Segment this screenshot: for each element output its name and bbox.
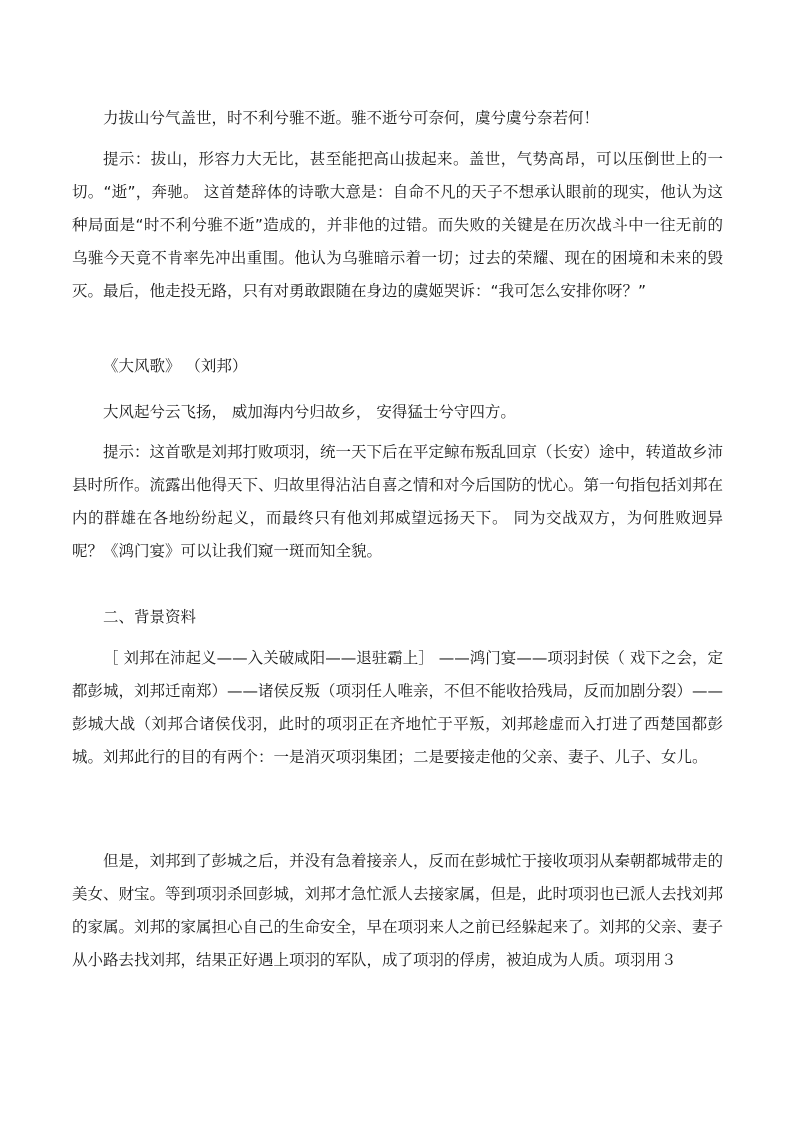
poem-dafengge: 大风起兮云飞扬， 威加海内兮归故乡， 安得猛士兮守四方。: [103, 403, 516, 421]
poem-dafengge-title: 《大风歌》 （刘邦）: [103, 357, 248, 375]
poem-gaixia: 力拔山兮气盖世，时不利兮骓不逝。骓不逝兮可奈何，虞兮虞兮奈若何！: [103, 109, 600, 127]
poem-gaixia-note: 提示：拔山，形容力大无比，甚至能把高山拔起来。盖世，气势高昂，可以压倒世上的一切。“逝”，奔驰。 这首楚辞体的诗歌大意是：自命不凡的天子不想承认眼前的现实，他认为这种局面是“时不利兮骓不逝”造成的，并非他的过错。而失败的关键是在历次战斗中一往无前的乌骓今天竟不肯率先冲出重围。他认为乌骓暗示着一切；过去的荣耀、现在的困境和未来的毁灭。最后，他走投无路，只有对勇敢跟随在身边的虞姬哭诉：“我可怎么安排你呀？”: [72, 150, 723, 300]
section-heading-background: 二、背景资料: [103, 608, 197, 626]
story-paragraph: 但是，刘邦到了彭城之后，并没有急着接亲人，反而在彭城忙于接收项羽从秦朝都城带走的美女、财宝。等到项羽杀回彭城，刘邦才急忙派人去接家属，但是，此时项羽也已派人去找刘邦的家属。刘邦的家属担心自己的生命安全，早在项羽来人之前已经躲起来了。刘邦的父亲、妻子从小路去找刘邦，结果正好遇上项羽的军队，成了项羽的俘虏，被迫成为人质。项羽用３: [72, 852, 724, 969]
poem-dafengge-note: 提示：这首歌是刘邦打败项羽，统一天下后在平定鲸布叛乱回京（长安）途中，转道故乡沛县时所作。流露出他得天下、归故里得沾沾自喜之情和对今后国防的忧心。第一句指包括刘邦在内的群雄在各地纷纷起义，而最终只有他刘邦威望远扬天下。 同为交战双方，为何胜败迥异呢？《鸿门宴》可以让我们窥一斑而知全貌。: [72, 443, 724, 560]
background-timeline: ［ 刘邦在沛起义——入关破咸阳——退驻霸上］ ——鸿门宴——项羽封侯（ 戏下之会，定都彭城，刘邦迁南郑）——诸侯反叛（项羽任人唯亲，不但不能收拾残局，反而加剧分裂）——彭城大战（刘邦合诸侯伐羽，此时的项羽正在齐地忙于平叛，刘邦趁虚而入打进了西楚国都彭城。刘邦此行的目的有两个：一是消灭项羽集团；二是要接走他的父亲、妻子、儿子、女儿。: [72, 649, 724, 766]
